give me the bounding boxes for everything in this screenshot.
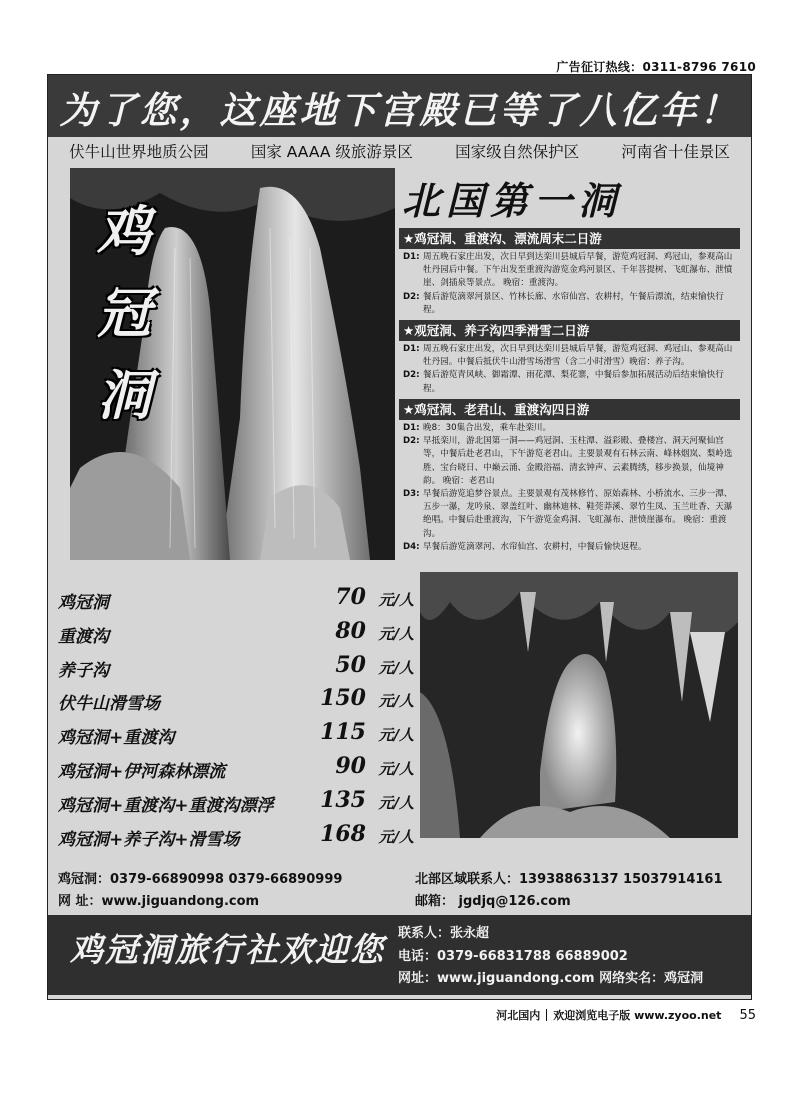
price-row xyxy=(58,721,418,755)
price-row xyxy=(58,786,418,823)
tour-day xyxy=(403,369,736,395)
honor-tag: 河南省十佳景区 xyxy=(621,143,730,161)
tour-title: ★观冠洞、养子沟四季滑雪二日游 xyxy=(399,320,740,341)
tour-itinerary xyxy=(399,228,740,317)
day-label: D2: xyxy=(403,370,420,381)
north-region-contact: 北部区域联系人：13938863137 15037914161 xyxy=(415,872,723,887)
tour-day xyxy=(403,422,736,435)
price-row xyxy=(58,820,418,857)
price-item-name: 鸡冠洞+伊河森林漂流 xyxy=(58,761,226,782)
price-value: 135 xyxy=(320,786,366,813)
price-value: 168 xyxy=(320,820,366,847)
page-number: 55 xyxy=(739,1007,756,1023)
tour-day xyxy=(403,541,736,554)
day-label: D2: xyxy=(403,291,420,302)
day-text: 餐后游览滴翠河景区、竹林长廊、水帘仙宫、农耕村，午餐后漂流，结束愉快行程。 xyxy=(423,291,724,315)
price-item-name: 伏牛山滑雪场 xyxy=(58,694,160,715)
day-label: D4: xyxy=(403,541,420,552)
cave-photo-interior xyxy=(420,572,738,838)
price-row xyxy=(58,586,418,620)
day-text: 餐后游览青风峡、御霜潭、雨花潭、梨花寨，中餐后参加拓展活动后结束愉快行程。 xyxy=(423,370,724,394)
footer-region: 河北国内 xyxy=(496,1009,541,1022)
price-unit: 元/人 xyxy=(378,692,414,711)
honor-tag: 国家 AAAA 级旅游景区 xyxy=(250,143,413,161)
price-value: 150 xyxy=(320,685,366,712)
price-value: 115 xyxy=(320,719,366,746)
price-item-name: 鸡冠洞+重渡沟+重渡沟漂浮 xyxy=(58,795,274,816)
price-unit: 元/人 xyxy=(378,793,414,812)
honor-tags xyxy=(48,140,751,168)
price-item-name: 鸡冠洞 xyxy=(58,593,109,613)
brand-title: 北国第一洞 xyxy=(402,178,623,223)
cave-interior-illustration xyxy=(420,572,738,838)
tour-title: ★鸡冠洞、老君山、重渡沟四日游 xyxy=(399,399,740,420)
day-text: 早餐后游览追梦谷景点。主要景观有茂林修竹、原始森林、小桥流水、三步一潭、五步一瀑，龙吟泉、翠盖红叶、幽林迪林、鞋莞莽溪、翠竹生凤、玉兰吐香、天瀑绝唱。中餐后赴重渡沟，下午游览金鸡洞、飞虹瀑布、泄愤崖瀑布。 晚宿：重渡沟。 xyxy=(423,489,733,539)
day-label: D3: xyxy=(403,489,420,500)
honor-tag: 伏牛山世界地质公园 xyxy=(69,143,209,161)
tour-day xyxy=(403,488,736,541)
tour-day xyxy=(403,251,736,291)
day-text: 周五晚石家庄出发，次日早到达栾川县城后早餐，游览鸡冠洞、鸡冠山，参观高山牡丹园后中餐。下午出发至重渡沟游览金鸡河景区、千年菩提树、飞虹瀑布、泄憤崖、剑插泉等景点。 晚宿：重渡沟。 xyxy=(423,252,733,289)
price-unit: 元/人 xyxy=(378,827,414,846)
agency-web[interactable]: 网址：www.jiguandong.com 网络实名：鸡冠洞 xyxy=(398,971,704,986)
cave-title: 鸡冠洞 xyxy=(97,199,151,427)
price-unit: 元/人 xyxy=(378,658,414,677)
footer-tagline[interactable]: 欢迎浏览电子版 www.zyoo.net xyxy=(553,1009,722,1022)
tour-title: ★鸡冠洞、重渡沟、漂流周末二日游 xyxy=(399,228,740,249)
contact-person: 联系人：张永超 xyxy=(398,926,490,941)
price-item-name: 重渡沟 xyxy=(58,626,109,647)
day-text: 早抵栾川，游北国第一洞——鸡冠洞、玉柱潭、溢彩殿、叠楼宫、洞天河聚仙宫等，中餐后赴老君山，下午游览老君山。主要景观有石林云南、峰林烟岚、梨岭选胜、宝台晓日、中巅云涌、金殿浴福、清玄钟声、云素腾绣，移步换景，仙境神韵。 晚宿：老君山 xyxy=(423,436,733,486)
day-text: 周五晚石家庄出发，次日早到达栾川县城后早餐，游览鸡冠洞、鸡冠山、参观高山牡丹园。中餐后抵伏牛山滑雪场滑雪（含二小时滑雪）晚宿：养子沟。 xyxy=(423,344,733,368)
tour-itinerary xyxy=(399,320,740,396)
price-unit: 元/人 xyxy=(378,726,414,745)
tour-day xyxy=(403,343,736,369)
day-label: D1: xyxy=(403,252,420,262)
price-row xyxy=(58,617,418,654)
price-value: 90 xyxy=(335,752,366,779)
price-list xyxy=(58,586,418,856)
price-value: 50 xyxy=(335,651,366,678)
price-value: 80 xyxy=(335,617,366,644)
price-unit: 元/人 xyxy=(378,759,414,778)
agency-tel: 电话：0379-66831788 66889002 xyxy=(398,949,628,964)
footer-divider xyxy=(546,1009,547,1021)
price-row xyxy=(58,752,418,789)
page-footer xyxy=(496,1007,756,1023)
day-label: D2: xyxy=(403,436,420,447)
tour-day xyxy=(403,435,736,488)
tour-days xyxy=(399,249,740,317)
price-unit: 元/人 xyxy=(378,624,414,643)
cave-phone: 鸡冠洞：0379-66890998 0379-66890999 xyxy=(58,872,343,887)
price-item-name: 鸡冠洞+养子沟+滑雪场 xyxy=(58,829,240,850)
day-label: D1: xyxy=(403,344,420,354)
price-item-name: 鸡冠洞+重渡沟 xyxy=(58,728,175,749)
cave-website[interactable]: 网 址：www.jiguandong.com xyxy=(58,894,260,909)
tour-days xyxy=(399,341,740,396)
day-text: 早餐后游览滴翠河、水帘仙宫、农耕村，中餐后愉快返程。 xyxy=(423,541,647,552)
price-row xyxy=(58,651,418,688)
price-row xyxy=(58,687,418,721)
day-text: 晚8：30集合出发，乘车赴栾川。 xyxy=(423,423,552,433)
tour-itinerary xyxy=(399,399,740,554)
honor-tag: 国家级自然保护区 xyxy=(455,143,580,161)
ad-hotline: 广告征订热线：0311-8796 7610 xyxy=(556,60,756,74)
tour-days xyxy=(399,420,740,554)
welcome-text: 鸡冠洞旅行社欢迎您 xyxy=(70,930,385,969)
contact-email[interactable]: 邮箱： jgdjq@126.com xyxy=(415,894,571,909)
day-label: D1: xyxy=(403,423,420,433)
slogan-text: 为了您，这座地下宫殿已等了八亿年！ xyxy=(59,88,740,132)
price-value: 70 xyxy=(335,584,366,610)
price-item-name: 养子沟 xyxy=(58,660,109,681)
tour-day xyxy=(403,291,736,317)
price-unit: 元/人 xyxy=(378,591,414,609)
